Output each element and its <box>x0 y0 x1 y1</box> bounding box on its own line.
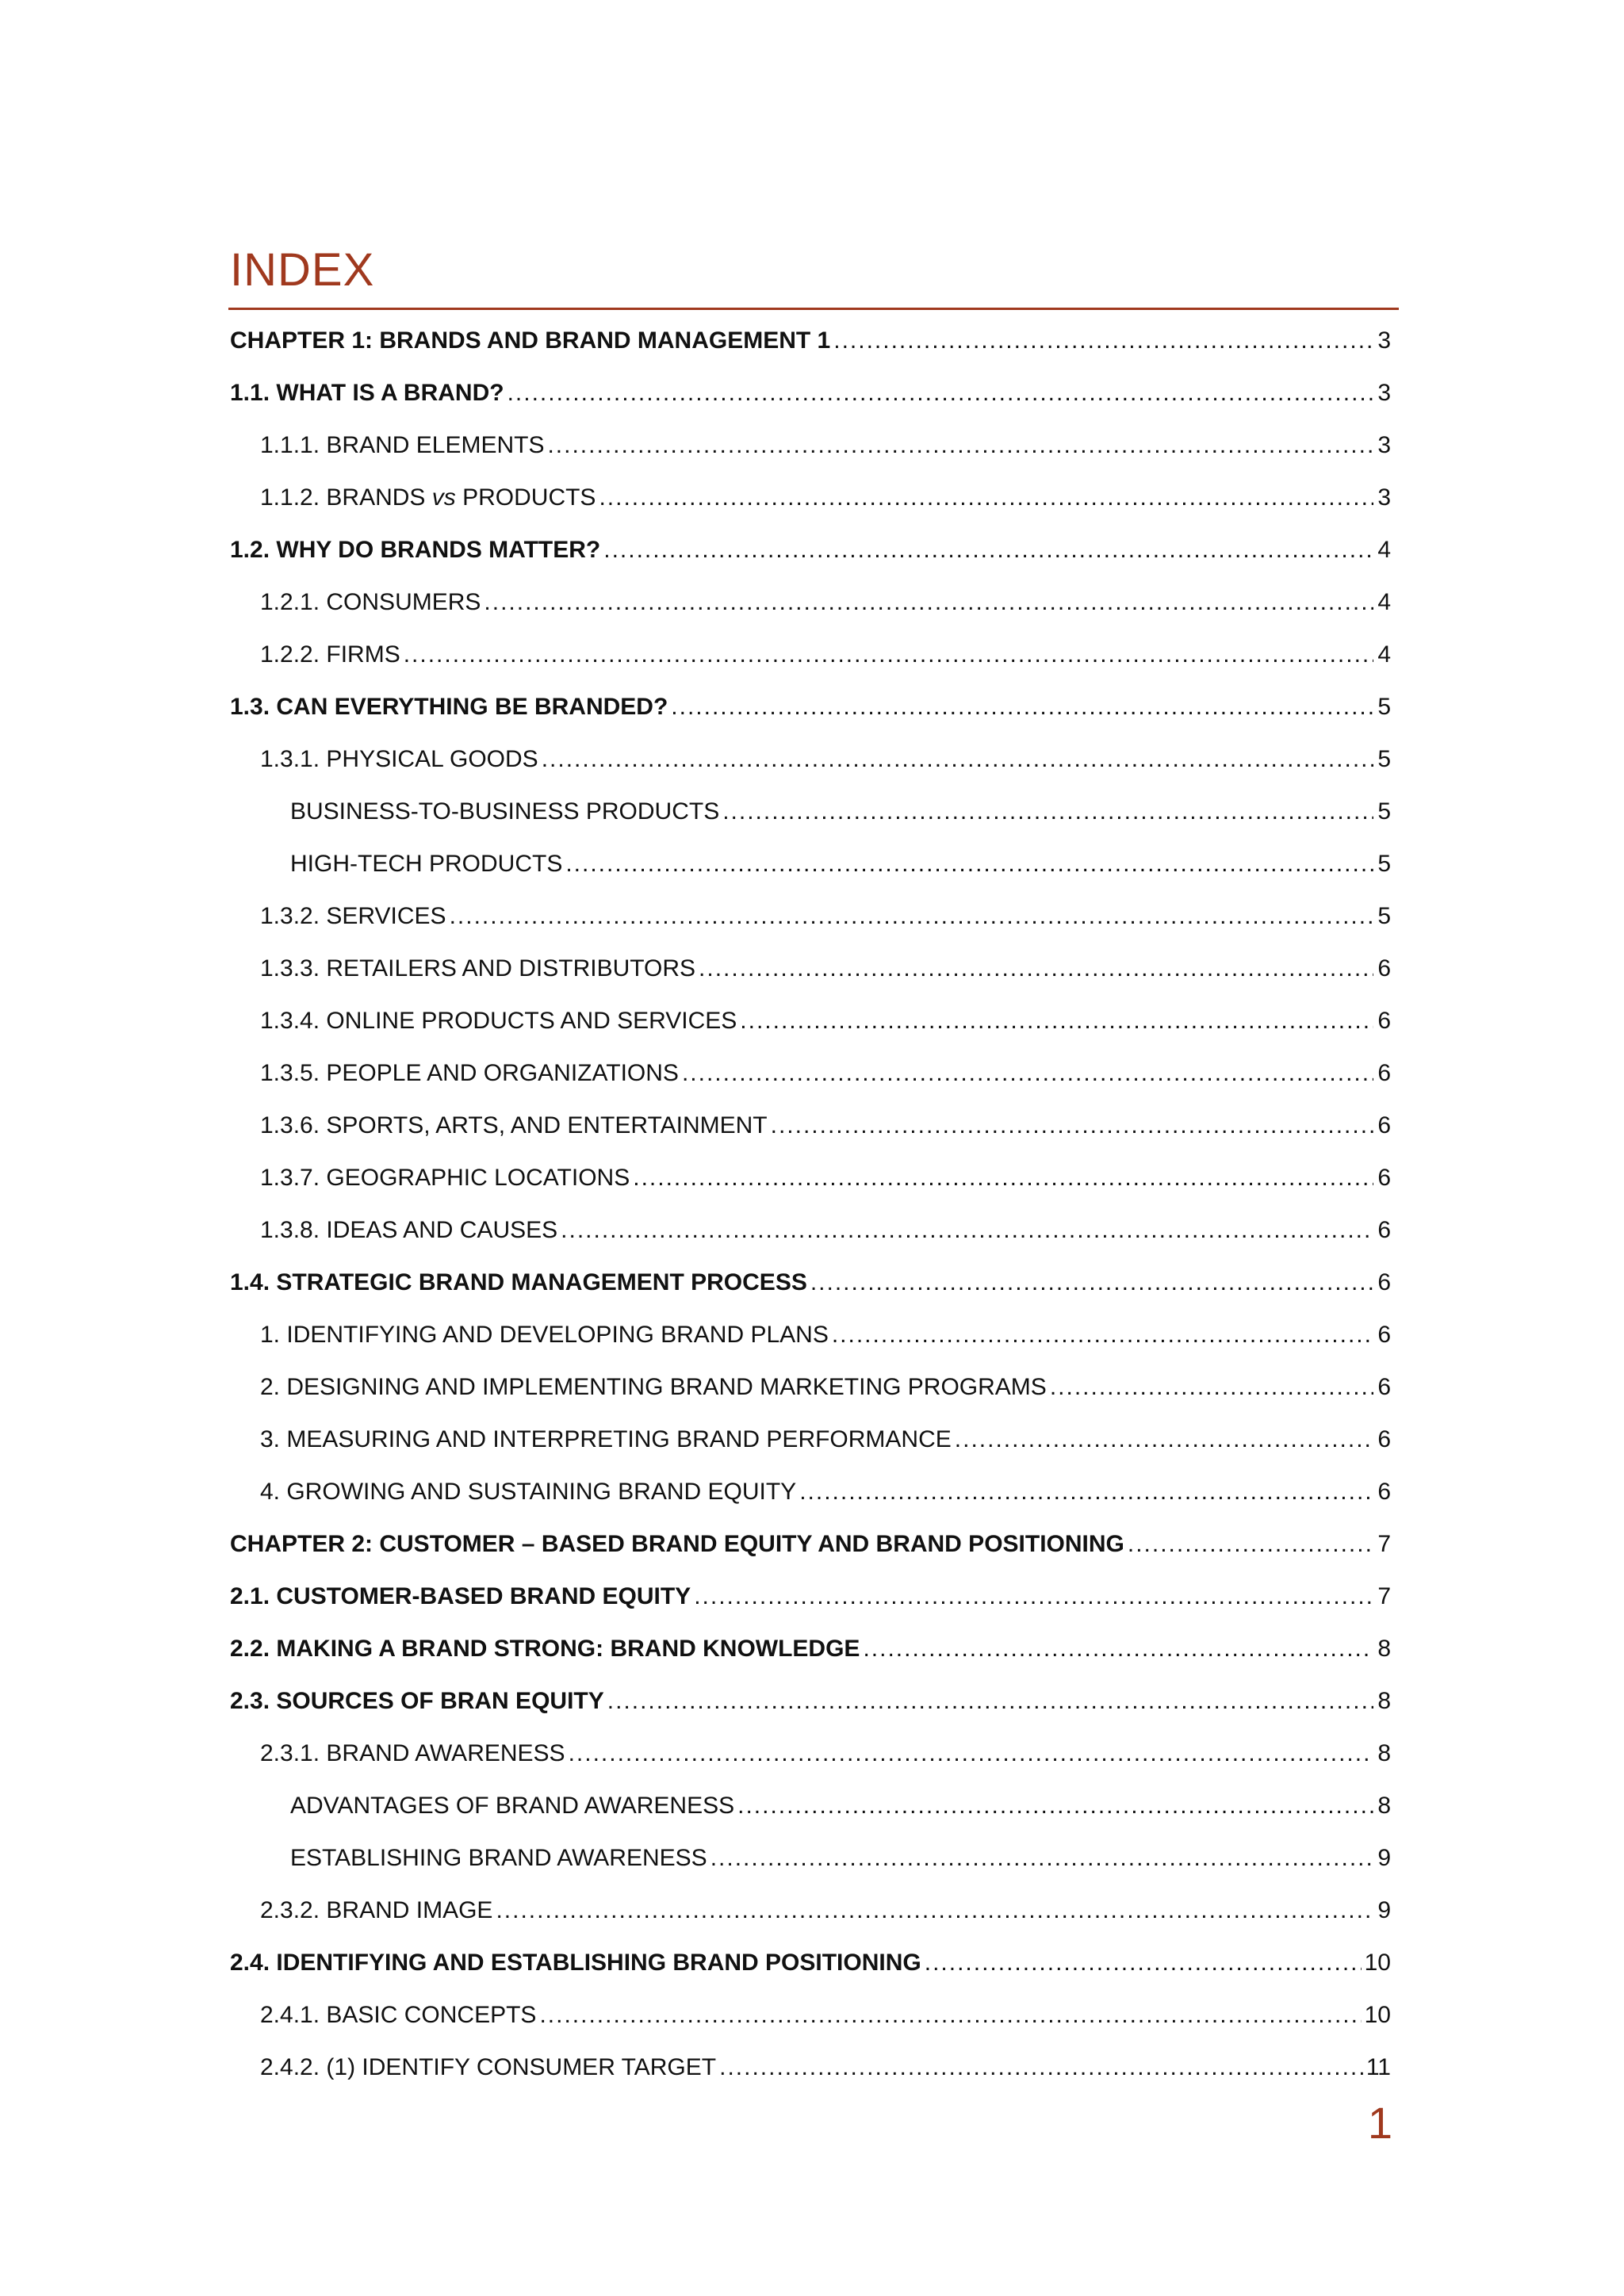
toc-entry-page: 7 <box>1377 1531 1391 1557</box>
toc-entry[interactable] <box>230 890 1391 943</box>
toc-entry-label: 1.1.2. BRANDS vs PRODUCTS <box>260 484 596 511</box>
toc-entry-page: 5 <box>1377 903 1391 929</box>
toc-dot-leader <box>710 1832 1373 1885</box>
toc-dot-leader <box>607 1675 1373 1728</box>
toc-dot-leader <box>539 1989 1361 2042</box>
toc-entry-page: 9 <box>1377 1897 1391 1923</box>
toc-entry-label: 1.2. WHY DO BRANDS MATTER? <box>230 537 601 563</box>
toc-entry-label: 4. GROWING AND SUSTAINING BRAND EQUITY <box>260 1479 797 1505</box>
toc-entry[interactable] <box>230 419 1391 472</box>
toc-entry-page: 3 <box>1377 380 1391 406</box>
toc-entry-label: 1.3.8. IDEAS AND CAUSES <box>260 1217 558 1243</box>
toc-entry-page: 11 <box>1365 2054 1391 2080</box>
toc-entry[interactable] <box>230 1047 1391 1100</box>
toc-entry-page: 10 <box>1364 2002 1391 2028</box>
toc-dot-leader <box>561 1204 1373 1257</box>
toc-entry-label: 2.4. IDENTIFYING AND ESTABLISHING BRAND POSITIONING <box>230 1950 921 1976</box>
toc-entry-label: 2.3.1. BRAND AWARENESS <box>260 1740 565 1766</box>
toc-dot-leader <box>599 472 1373 524</box>
toc-dot-leader <box>565 838 1373 890</box>
toc-dot-leader <box>484 576 1373 629</box>
toc-entry-label: 2.4.2. (1) IDENTIFY CONSUMER TARGET <box>260 2054 717 2080</box>
toc-entry[interactable] <box>230 576 1391 629</box>
toc-dot-leader <box>1128 1518 1373 1571</box>
toc-entry-page: 3 <box>1377 327 1391 354</box>
toc-entry-page: 6 <box>1377 1322 1391 1348</box>
toc-dot-leader <box>542 733 1373 786</box>
toc-entry-page: 3 <box>1377 432 1391 458</box>
toc-entry-label: ESTABLISHING BRAND AWARENESS <box>290 1845 707 1871</box>
toc-dot-leader <box>450 890 1373 943</box>
toc-dot-leader <box>569 1728 1373 1780</box>
toc-entry[interactable] <box>230 1257 1391 1309</box>
toc-entry-label: 3. MEASURING AND INTERPRETING BRAND PERFORMANCE <box>260 1426 952 1452</box>
toc-dot-leader <box>496 1885 1373 1937</box>
toc-entry[interactable] <box>230 1780 1391 1832</box>
toc-entry-page: 6 <box>1377 955 1391 982</box>
toc-entry-page: 5 <box>1377 798 1391 825</box>
toc-entry-label: HIGH-TECH PRODUCTS <box>290 851 563 877</box>
toc-entry[interactable] <box>230 1518 1391 1571</box>
toc-dot-leader <box>832 1309 1373 1361</box>
toc-entry-page: 6 <box>1377 1479 1391 1505</box>
toc-dot-leader <box>722 786 1373 838</box>
toc-entry-page: 10 <box>1364 1950 1391 1976</box>
toc-dot-leader <box>955 1414 1373 1466</box>
toc-entry[interactable] <box>230 681 1391 733</box>
toc-entry-label: 1.3.1. PHYSICAL GOODS <box>260 746 538 772</box>
toc-dot-leader <box>810 1257 1373 1309</box>
toc-entry-page: 5 <box>1377 746 1391 772</box>
toc-dot-leader <box>737 1780 1373 1832</box>
toc-entry-page: 3 <box>1377 484 1391 511</box>
toc-entry-page: 6 <box>1377 1008 1391 1034</box>
toc-dot-leader <box>719 2042 1363 2094</box>
table-of-contents <box>230 315 1391 2094</box>
toc-entry[interactable] <box>230 1885 1391 1937</box>
toc-dot-leader <box>833 315 1373 367</box>
toc-entry-label: CHAPTER 2: CUSTOMER – BASED BRAND EQUITY AND BRAND POSITIONING <box>230 1531 1124 1557</box>
toc-entry-label: 1.3.5. PEOPLE AND ORGANIZATIONS <box>260 1060 679 1086</box>
index-title: INDEX <box>230 244 375 296</box>
toc-entry[interactable] <box>230 315 1391 367</box>
toc-entry-label: ADVANTAGES OF BRAND AWARENESS <box>290 1793 735 1819</box>
toc-entry-page: 8 <box>1377 1688 1391 1714</box>
toc-dot-leader <box>547 419 1373 472</box>
toc-entry[interactable] <box>230 1309 1391 1361</box>
toc-dot-leader <box>740 995 1373 1047</box>
toc-dot-leader <box>682 1047 1373 1100</box>
toc-entry-label: 1.3. CAN EVERYTHING BE BRANDED? <box>230 694 668 720</box>
toc-entry-page: 8 <box>1377 1793 1391 1819</box>
toc-entry[interactable] <box>230 472 1391 524</box>
toc-entry[interactable] <box>230 1100 1391 1152</box>
toc-entry-page: 6 <box>1377 1060 1391 1086</box>
toc-entry-label: 2.3. SOURCES OF BRAN EQUITY <box>230 1688 604 1714</box>
toc-entry[interactable] <box>230 367 1391 419</box>
toc-dot-leader <box>699 943 1373 995</box>
toc-entry-page: 5 <box>1377 694 1391 720</box>
toc-entry-label: BUSINESS-TO-BUSINESS PRODUCTS <box>290 798 720 825</box>
toc-entry[interactable] <box>230 1571 1391 1623</box>
toc-entry-label: 2.4.1. BASIC CONCEPTS <box>260 2002 537 2028</box>
toc-entry-page: 6 <box>1377 1165 1391 1191</box>
toc-entry[interactable] <box>230 838 1391 890</box>
toc-dot-leader <box>404 629 1373 681</box>
toc-entry[interactable] <box>230 1204 1391 1257</box>
toc-entry[interactable] <box>230 1728 1391 1780</box>
toc-entry-page: 9 <box>1377 1845 1391 1871</box>
toc-entry[interactable] <box>230 786 1391 838</box>
toc-entry[interactable] <box>230 733 1391 786</box>
toc-entry-label: 1.3.6. SPORTS, ARTS, AND ENTERTAINMENT <box>260 1112 768 1138</box>
page-number: 1 <box>1367 2098 1392 2148</box>
toc-entry-page: 6 <box>1377 1426 1391 1452</box>
toc-entry-page: 7 <box>1377 1583 1391 1609</box>
toc-entry[interactable] <box>230 1989 1391 2042</box>
toc-entry-page: 6 <box>1377 1269 1391 1295</box>
toc-entry[interactable] <box>230 1152 1391 1204</box>
toc-entry-label: 1.3.3. RETAILERS AND DISTRIBUTORS <box>260 955 696 982</box>
toc-entry-label: 1.3.2. SERVICES <box>260 903 446 929</box>
toc-entry-label: 2.3.2. BRAND IMAGE <box>260 1897 493 1923</box>
toc-entry-label: 1.1.1. BRAND ELEMENTS <box>260 432 545 458</box>
toc-entry-page: 6 <box>1377 1217 1391 1243</box>
toc-entry[interactable] <box>230 1361 1391 1414</box>
toc-entry-page: 6 <box>1377 1112 1391 1138</box>
toc-dot-leader <box>671 681 1373 733</box>
toc-entry-label: 2.2. MAKING A BRAND STRONG: BRAND KNOWLEDGE <box>230 1636 860 1662</box>
toc-entry[interactable] <box>230 2042 1391 2094</box>
toc-dot-leader <box>799 1466 1373 1518</box>
toc-dot-leader <box>694 1571 1373 1623</box>
toc-entry[interactable] <box>230 524 1391 576</box>
toc-entry-label: 1. IDENTIFYING AND DEVELOPING BRAND PLANS <box>260 1322 829 1348</box>
toc-entry-label: 1.4. STRATEGIC BRAND MANAGEMENT PROCESS <box>230 1269 807 1295</box>
toc-entry[interactable] <box>230 1623 1391 1675</box>
toc-entry-label: 1.2.2. FIRMS <box>260 641 400 668</box>
toc-entry[interactable] <box>230 995 1391 1047</box>
toc-entry-page: 5 <box>1377 851 1391 877</box>
toc-entry-label: 1.2.1. CONSUMERS <box>260 589 481 615</box>
toc-dot-leader <box>863 1623 1373 1675</box>
toc-entry-page: 4 <box>1377 641 1391 668</box>
toc-dot-leader <box>925 1937 1362 1989</box>
toc-entry[interactable] <box>230 629 1391 681</box>
toc-entry-page: 4 <box>1377 589 1391 615</box>
toc-entry-label: CHAPTER 1: BRANDS AND BRAND MANAGEMENT 1 <box>230 327 831 354</box>
toc-entry-page: 6 <box>1377 1374 1391 1400</box>
toc-entry[interactable] <box>230 1675 1391 1728</box>
toc-entry-label: 1.1. WHAT IS A BRAND? <box>230 380 504 406</box>
toc-entry-label: 1.3.7. GEOGRAPHIC LOCATIONS <box>260 1165 630 1191</box>
toc-entry[interactable] <box>230 1414 1391 1466</box>
title-underline <box>228 308 1399 310</box>
toc-dot-leader <box>771 1100 1373 1152</box>
toc-entry-label: 2. DESIGNING AND IMPLEMENTING BRAND MARKETING PROGRAMS <box>260 1374 1047 1400</box>
toc-entry-page: 4 <box>1377 537 1391 563</box>
toc-dot-leader <box>508 367 1373 419</box>
toc-dot-leader <box>633 1152 1373 1204</box>
toc-entry-page: 8 <box>1377 1636 1391 1662</box>
toc-entry[interactable] <box>230 943 1391 995</box>
toc-dot-leader <box>1050 1361 1373 1414</box>
toc-entry-label: 2.1. CUSTOMER-BASED BRAND EQUITY <box>230 1583 691 1609</box>
toc-entry[interactable] <box>230 1832 1391 1885</box>
toc-entry-page: 8 <box>1377 1740 1391 1766</box>
toc-entry[interactable] <box>230 1937 1391 1989</box>
toc-dot-leader <box>603 524 1373 576</box>
toc-entry[interactable] <box>230 1466 1391 1518</box>
toc-entry-label: 1.3.4. ONLINE PRODUCTS AND SERVICES <box>260 1008 737 1034</box>
